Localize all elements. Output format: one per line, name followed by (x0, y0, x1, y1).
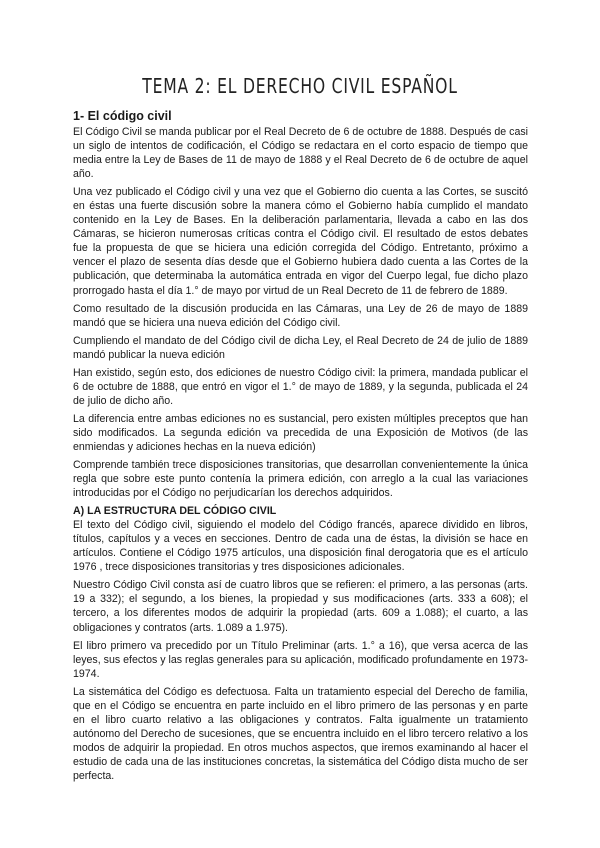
section-heading-estructura: A) LA ESTRUCTURA DEL CÓDIGO CIVIL (73, 505, 277, 518)
paragraph: La diferencia entre ambas ediciones no es sustancial, pero existen múltiples preceptos que han sido modificados. La segunda edición va precedida de una Exposición de Motivos (de las enmiendas y adiciones hechas en la nueva edición) (73, 412, 528, 453)
paragraph: La sistemática del Código es defectuosa. Falta un tratamiento especial del Derecho de familia, que en el Código se encuentra en parte incluido en el libro primero de las personas y en parte en el libro cuarto relativo a las obligaciones y contratos. Falta igualmente un tratamiento autónomo del Derecho de sucesiones, que se encuentra incluido en el libro tercero relativo a los modos de adquirir la propiedad. En otros muchos aspectos, que iremos examinando al hacer el estudio de cada una de las instituciones concretas, la sistemática del Código dista mucho de ser perfecta. (73, 685, 528, 782)
paragraph: Han existido, según esto, dos ediciones de nuestro Código civil: la primera, mandada publicar el 6 de octubre de 1888, que entró en vigor el 1.° de mayo de 1889, y la segunda, publicada el 24 de julio de dicho año. (73, 366, 528, 407)
paragraph: Una vez publicado el Código civil y una vez que el Gobierno dio cuenta a las Cortes, se suscitó en éstas una fuerte discusión sobre la manera cómo el Gobierno había cumplido el mandato contenido en la Ley de Bases. En la deliberación parlamentaria, llevada a cabo en las dos Cámaras, se hicieron numerosas críticas contra el Código civil. El resultado de estos debates fue la propuesta de que se hiciera una edición corregida del Código. Entretanto, próximo a vencer el plazo de sesenta días desde que el Gobierno hubiera dado cuenta a las Cortes de la publicación, que determinaba la automática entrada en vigor del Cuerpo legal, fue dicho plazo prorrogado hasta el día 1.° de mayo por virtud de un Real Decreto de 11 de febrero de 1889. (73, 186, 528, 297)
section-heading-codigo-civil: 1- El código civil (73, 109, 172, 123)
paragraph: El libro primero va precedido por un Título Preliminar (arts. 1.° a 16), que versa acerca de las leyes, sus efectos y las reglas generales para su aplicación, modificado profundamente en 1973-1974. (73, 639, 528, 680)
paragraph: Nuestro Código Civil consta así de cuatro libros que se refieren: el primero, a las personas (arts. 19 a 332); el segundo, a los bienes, la propiedad y sus modificaciones (arts. 333 a 608); el tercero, a los diferentes modos de adquirir la propiedad (arts. 609 a 1.088); el cuarto, a las obligaciones y contratos (arts. 1.089 a 1.975). (73, 579, 528, 634)
paragraph: Cumpliendo el mandato de del Código civil de dicha Ley, el Real Decreto de 24 de julio de 1889 mandó publicar la nueva edición (73, 334, 528, 361)
document-title: TEMA 2: EL DERECHO CIVIL ESPAÑOL (142, 74, 458, 98)
paragraph: El Código Civil se manda publicar por el Real Decreto de 6 de octubre de 1888. Después de casi un siglo de intentos de codificación, el Código se redactara en el corto espacio de tiempo que media entre la Ley de Bases de 11 de mayo de 1888 y el Real Decreto de 6 de octubre de aquel año. (73, 126, 528, 181)
paragraph: Comprende también trece disposiciones transitorias, que desarrollan convenientemente la única regla que sobre este punto contenía la primera edición, con arreglo a la cual las variaciones introducidas por el Código no perjudicarían los derechos adquiridos. (73, 459, 528, 500)
paragraph: El texto del Código civil, siguiendo el modelo del Código francés, aparece dividido en libros, títulos, capítulos y a veces en secciones. Dentro de cada una de éstas, la división se hace en artículos. Contiene el Código 1975 artículos, una disposición final derogatoria que es el artículo 1976 , trece disposiciones transitorias y tres disposiciones adicionales. (73, 519, 528, 574)
paragraph: Como resultado de la discusión producida en las Cámaras, una Ley de 26 de mayo de 1889 mandó que se hiciera una nueva edición del Código civil. (73, 302, 528, 329)
document-body (73, 109, 528, 787)
